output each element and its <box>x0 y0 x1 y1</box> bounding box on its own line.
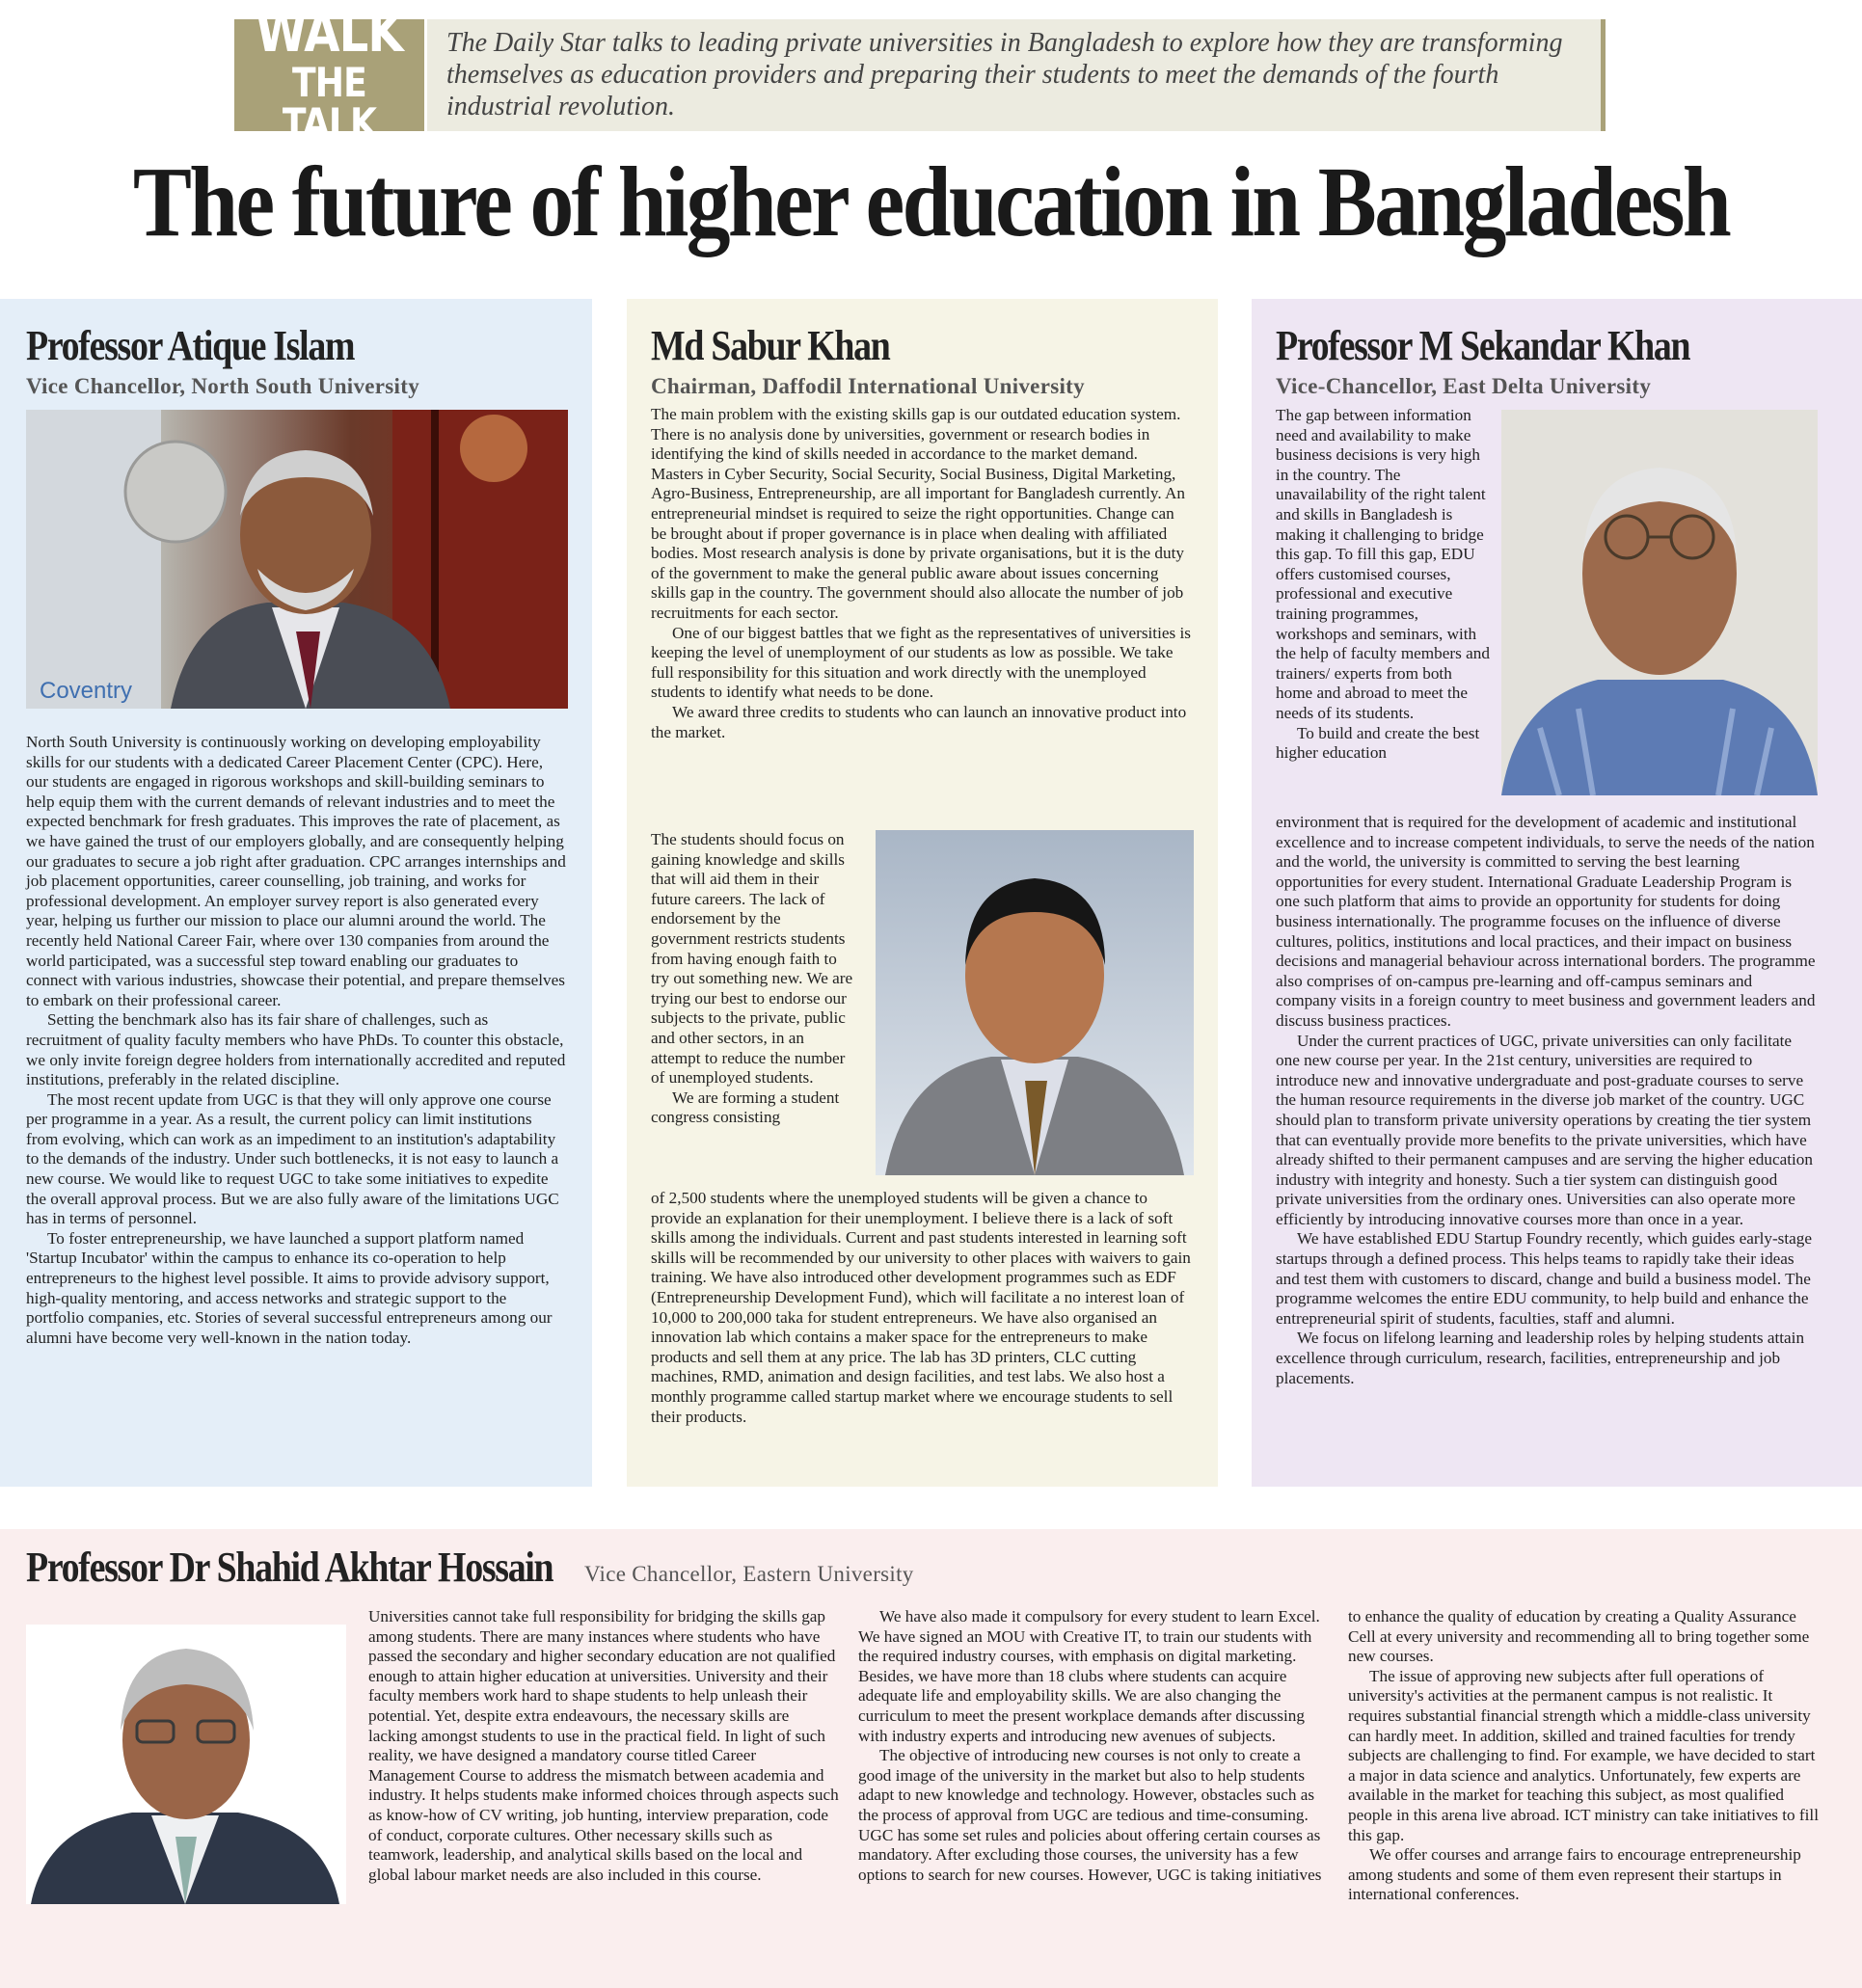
profile-name: Professor Dr Shahid Akhtar Hossain <box>26 1544 553 1591</box>
paragraph: of 2,500 students where the unemployed students will be given a chance to provide an explanation for their unemployment. I believe there is a lack of soft skills among the individuals. Current and past students interested in learning soft skills will be recommended by our university to other places with waivers to gain training. We have also introduced other development programmes such as EDF (Entrepreneurship Development Fund), which will facilitate a no interest loan of 10,000 to 200,000 taka for student entrepreneurs. We have also organised an innovation lab which contains a maker space for the entrepreneurs to make products and sell them at any price. The lab has 3D printers, CLC cutting machines, RMD, animation and design facilities, and test labs. We also host a monthly programme called startup market where we encourage students to sell their products. <box>651 1189 1191 1426</box>
article-body-wrap <box>651 830 855 1128</box>
portrait-atique-islam-image <box>26 410 568 709</box>
paragraph: We are forming a student congress consisting <box>651 1088 840 1127</box>
paragraph: The issue of approving new subjects after full operations of university's activities at the permanent campus is not realistic. It requires substantial financial strength which a middle-class university can hardly meet. In addition, skilled and trained faculties for trendy subjects are challenging to find. For example, we have decided to start a major in data science and analytics. Unfortunately, few experts are available in the market for teaching this subject, as most qualified people in this arena live abroad. ICT ministry can take initiatives to fill this gap. <box>1348 1666 1819 1844</box>
walk-the-talk-badge <box>234 2 424 147</box>
paragraph: Setting the benchmark also has its fair share of challenges, such as recruitment of quality faculty members who have PhDs. To counter this obstacle, we only invite foreign degree holders from internationally accredited and reputed institutions, preferably in the related discipline. <box>26 1010 566 1089</box>
paragraph: The gap between information need and availability to make business decisions is very high in the country. The unavailability of the right talent and skills in Bangladesh is making it challenging to bridge this gap. To fill this gap, EDU offers customised courses, professional and executive training programmes, workshops and seminars, with the help of faculty members and trainers/ experts from both home and abroad to meet the needs of its students. <box>1276 406 1490 722</box>
profile-title: Vice Chancellor, Eastern University <box>584 1562 914 1586</box>
paragraph: The main problem with the existing skills gap is our outdated education system. There is no analysis done by universities, government or research bodies in identifying the kind of skills needed in accordance to the market demand. Masters in Cyber Security, Social Security, Social Business, Digital Marketing, Agro-Business, Entrepreneurship, are all important for Bangladesh currently. An entrepreneurial mindset is required to seize the right opportunities. Change can be brought about if proper governance is in place when dealing with affiliated bodies. Most research analysis is done by private organisations, but it is the duty of the government to make the general public aware about issues concerning skills gap in the country. The government should also allocate the number of job recruitments for each sector. <box>651 405 1185 622</box>
profile-title: Chairman, Daffodil International University <box>651 374 1085 398</box>
paragraph: The most recent update from UGC is that they will only approve one course per programme in a year. As a result, the current policy can limit institutions from evolving, which can work as an impediment to an institution's adaptability to the demands of the industry. Under such bottlenecks, it is not easy to launch a new course. We would like to request UGC to take some initiatives to expedite the overall approval process. But we are also fully aware of the limitations UGC has in terms of personnel. <box>26 1089 559 1228</box>
article-col-3 <box>1348 1607 1819 1905</box>
article-body-bottom <box>651 1189 1193 1427</box>
paragraph: The objective of introducing new courses is not only to create a good image of the university in the market but also to help students adapt to new knowledge and technology. However, obstacles such as the process of approval from UGC are tedious and time-consuming. UGC has some set rules and policies about offering certain courses as mandatory. After excluding those courses, the university has a few options to search for new courses. However, UGC is taking initiatives <box>858 1746 1322 1884</box>
article-body-wrap <box>1276 406 1490 764</box>
profile-name: Professor M Sekandar Khan <box>1276 322 1690 369</box>
article-col-1 <box>368 1607 839 1885</box>
badge-line1: WALK <box>256 2 403 65</box>
paragraph: to enhance the quality of education by creating a Quality Assurance Cell at every university and recommending all to bring together some new courses. <box>1348 1607 1810 1666</box>
photo-caption: Coventry <box>40 678 133 704</box>
paragraph: Under the current practices of UGC, private universities can only facilitate one new course per year. In the 21st century, universities are required to introduce new and innovative undergraduate and post-graduate courses to serve the human resource requirements in the diverse job market of the country. UGC should plan to transform private university operations by creating the tier system that can eventually provide more benefits to the private universities, which have already shifted to their permanent campuses and are serving the higher education industry with integrity and honesty. Such a tier system can distinguish good private universities from the ordinary ones. Universities can also operate more efficiently by introducing innovative courses more than once in a year. <box>1276 1031 1813 1228</box>
paragraph: To foster entrepreneurship, we have launched a support platform named 'Startup Incubator' within the campus to enhance its co-operation to help entrepreneurs to the highest level possible. It aims to provide advisory support, high-quality mentoring, and access networks and strategic support to the portfolio companies, etc. Stories of several successful entrepreneurs among our alumni have become very well-known in the nation today. <box>26 1228 553 1347</box>
article-body <box>1276 813 1816 1388</box>
intro-text: The Daily Star talks to leading private universities in Bangladesh to explore how they are transforming themselves as education providers and preparing their students to meet the demands of the fourth industrial revolution. <box>446 28 1563 121</box>
paragraph: The students should focus on gaining knowledge and skills that will aid them in their future careers. The lack of endorsement by the government restricts students from having enough faith to try out something new. We are trying our best to endorse our subjects to the private, public and other sectors, in an attempt to reduce the number of unemployed students. <box>651 830 853 1088</box>
paragraph: We offer courses and arrange fairs to encourage entrepreneurship among students and some of them even represent their startups in international conferences. <box>1348 1845 1801 1904</box>
portrait-atique-islam <box>26 410 568 709</box>
paragraph: We award three credits to students who can launch an innovative product into the market. <box>651 702 1187 741</box>
paragraph: We focus on lifelong learning and leadership roles by helping students attain excellence through curriculum, research, facilities, entrepreneurship and job placements. <box>1276 1329 1805 1387</box>
paragraph: We have established EDU Startup Foundry recently, which guides early-stage startups through a defined process. This helps teams to rapidly take their ideas and test them with customers to discard, change and build a business model. The programme welcomes the entire EDU community, to help build and enhance the entrepreneurial spirit of students, faculties, staff and alumni. <box>1276 1229 1812 1328</box>
badge-line2: THE TALK <box>282 59 377 147</box>
profile-name: Professor Atique Islam <box>26 322 355 369</box>
paragraph: Universities cannot take full responsibility for bridging the skills gap among students. There are many instances where students who have passed the secondary and higher secondary education are not qualified enough to attain higher education at universities. University and their faculty members work hard to shape students to help unleash their potential. Yet, despite extra endeavours, the necessary skills are lacking amongst students to use in the practical field. In light of such reality, we have designed a mandatory course titled Career Management Course to address the mismatch between academia and industry. It helps students make informed choices through aspects such as know-how of CV writing, job hunting, interview preparation, code of conduct, corporate cultures. Other necessary skills such as teamwork, leadership, and analytical skills based on the local and global labour market needs are also included in this course. <box>368 1607 839 1884</box>
article-body <box>651 405 1193 742</box>
portrait-shahid-akhtar-hossain <box>26 1625 346 1904</box>
paragraph: environment that is required for the development of academic and institutional excellence and to increase competent individuals, to serve the needs of the nation and the world, the university is committed to serving the best learning opportunities for every student. International Graduate Leadership Program is one such platform that aims to provide an opportunity for students for doing business internationally. The programme focuses on the influence of diverse cultures, politics, institutions and local practices, and their impact on business decisions and managerial behaviour across international borders. The programme also comprises of on-campus pre-learning and off-campus seminars and company visits in a foreign country to meet business and government leaders and discuss business practices. <box>1276 813 1816 1030</box>
paragraph: To build and create the best higher education <box>1276 723 1480 763</box>
portrait-sekandar-khan-image <box>1501 410 1818 795</box>
profile-title: Vice-Chancellor, East Delta University <box>1276 374 1652 398</box>
profile-name: Md Sabur Khan <box>651 322 890 369</box>
portrait-sabur-khan <box>876 830 1194 1175</box>
article-body <box>26 733 566 1348</box>
article-col-2 <box>858 1607 1329 1885</box>
paragraph: We have also made it compulsory for every student to learn Excel. We have signed an MOU with Creative IT, to train our students with the required industry courses, with emphasis on digital marketing. Besides, we have more than 18 clubs where students can acquire adequate life and employability skills. We are also changing the curriculum to meet the present workplace demands after discussing with industry experts and introducing new avenues of subjects. <box>858 1607 1320 1745</box>
paragraph: North South University is continuously working on developing employability skills for our students with a dedicated Career Placement Center (CPC). Here, our students are engaged in rigorous workshops and skill-building seminars to help equip them with the current demands of relevant industries and to meet the expected benchmark for fresh graduates. This improves the rate of placement, as we have gained the trust of our employers globally, and are consequently helping our graduates to secure a job right after graduation. CPC arranges internships and job placement opportunities, career counselling, job training, and works for professional development. An employer survey report is also generated every year, helping us further our mission to place our alumni around the world. The recently held National Career Fair, where over 130 companies from around the world participated, was a successful step toward enabling our graduates to connect with various industries, showcase their potential, and prepare themselves to embark on their professional career. <box>26 733 566 1009</box>
portrait-sekandar-khan <box>1501 410 1818 795</box>
portrait-shahid-akhtar-hossain-image <box>26 1625 346 1904</box>
profile-title: Vice Chancellor, North South University <box>26 374 420 398</box>
portrait-sabur-khan-image <box>876 830 1194 1175</box>
page-headline: The future of higher education in Bangladesh <box>132 147 1730 257</box>
paragraph: One of our biggest battles that we fight as the representatives of universities is keeping the level of unemployment of our students as low as possible. We take full responsibility for this situation and work directly with the unemployed students to identify what needs to be done. <box>651 623 1191 702</box>
